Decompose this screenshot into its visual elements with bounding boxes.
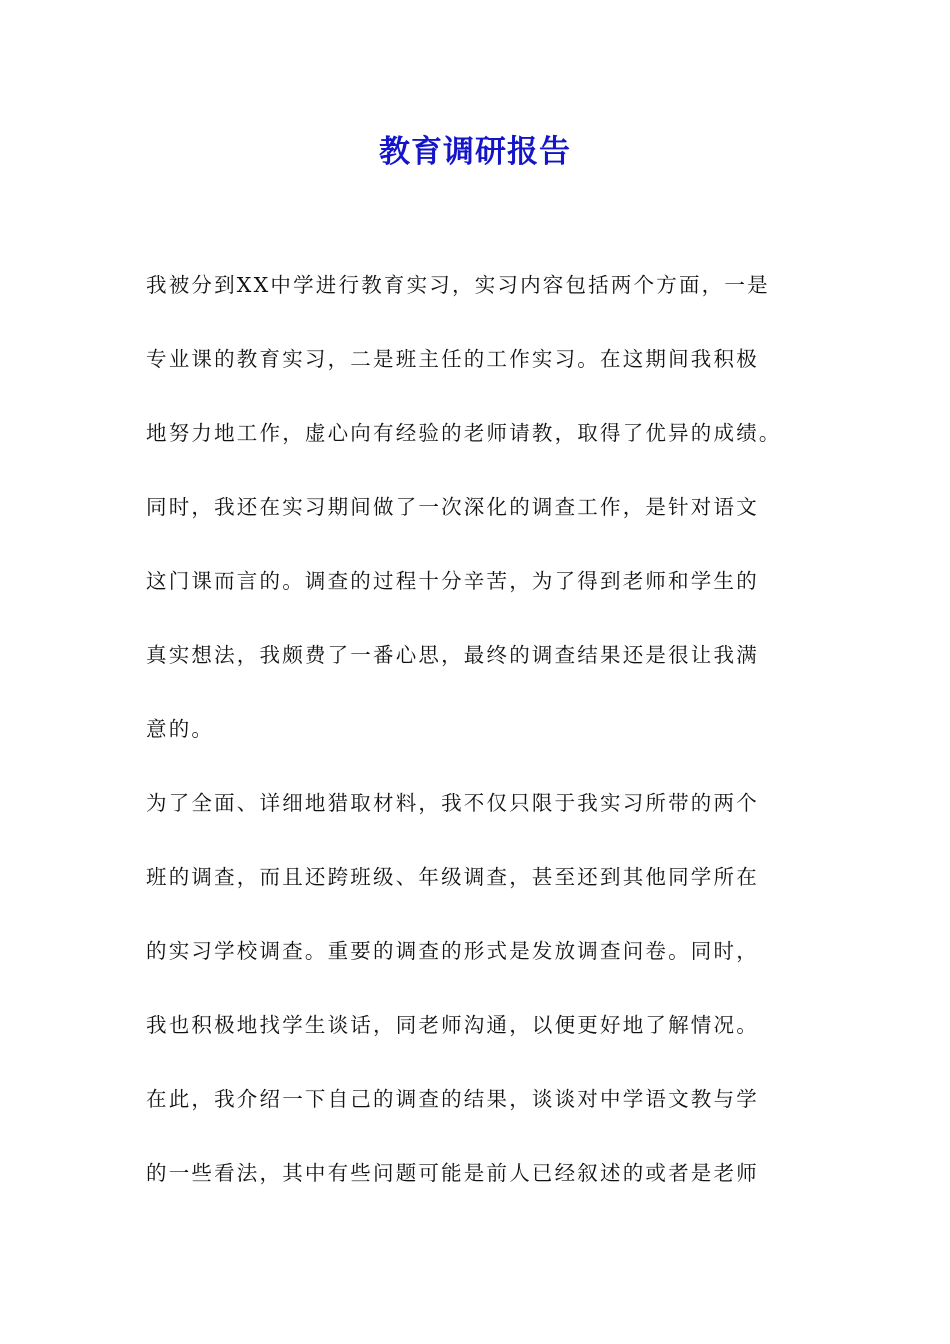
document-title: 教育调研报告 (379, 134, 571, 170)
body-line: 这门课而言的。调查的过程十分辛苦，为了得到老师和学生的 (146, 569, 759, 593)
body-line: 真实想法，我颇费了一番心思，最终的调查结果还是很让我满 (146, 643, 759, 667)
body-line: 为了全面、详细地猎取材料，我不仅只限于我实习所带的两个 (146, 791, 759, 815)
body-line: 专业课的教育实习，二是班主任的工作实习。在这期间我积极 (146, 347, 759, 371)
body-line: 地努力地工作，虚心向有经验的老师请教，取得了优异的成绩。 (146, 421, 782, 445)
body-line: 同时，我还在实习期间做了一次深化的调查工作，是针对语文 (146, 495, 759, 519)
body-line: 意的。 (146, 717, 215, 741)
document-body (146, 260, 816, 1222)
body-line: 班的调查，而且还跨班级、年级调查，甚至还到其他同学所在 (146, 865, 759, 889)
body-line: 的实习学校调查。重要的调查的形式是发放调查问卷。同时， (146, 939, 759, 963)
body-line: 的一些看法，其中有些问题可能是前人已经叙述的或者是老师 (146, 1161, 759, 1185)
body-line: 在此，我介绍一下自己的调查的结果，谈谈对中学语文教与学 (146, 1087, 759, 1111)
body-line: 我也积极地找学生谈话，同老师沟通，以便更好地了解情况。 (146, 1013, 759, 1037)
body-line: 我被分到XX中学进行教育实习，实习内容包括两个方面，一是 (146, 273, 770, 297)
